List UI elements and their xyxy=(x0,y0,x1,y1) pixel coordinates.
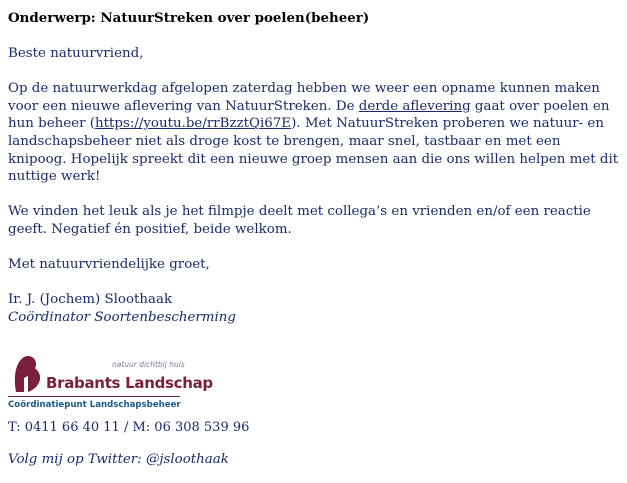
brabants-landschap-logo xyxy=(8,354,213,416)
logo-tagline: natuur dichtbij huis xyxy=(112,360,185,369)
youtube-link[interactable]: https://youtu.be/rrBzztQi67E xyxy=(94,116,292,132)
paragraph-share: We vinden het leuk als je het filmpje deelt met collega’s en vrienden en/of een reactie geeft. Negatief én positief, beide welkom. xyxy=(8,204,591,237)
signature-phone: T: 0411 66 40 11 / M: 06 308 539 96 xyxy=(8,420,250,435)
paragraph-intro-text-3: ). Met NatuurStreken proberen we natuur- en landschapsbeheer niet als droge kost te brengen, maar snel, tastbaar en met een knipoog. Hopelijk spreekt dit een nieuwe groep mensen aan die ons willen helpen met dit nuttige werk! xyxy=(8,116,619,185)
signature-name: Ir. J. (Jochem) Sloothaak xyxy=(8,292,173,308)
email-subject: Onderwerp: NatuurStreken over poelen(beheer) xyxy=(8,10,370,26)
logo-name: Brabants Landschap xyxy=(46,374,213,392)
closing: Met natuurvriendelijke groet, xyxy=(8,257,210,273)
signature-title: Coördinator Soortenbescherming xyxy=(8,309,236,325)
logo-subtitle: Coördinatiepunt Landschapsbeheer xyxy=(8,400,181,410)
greeting: Beste natuurvriend, xyxy=(8,46,144,61)
paragraph-intro xyxy=(8,80,620,186)
paragraph-intro-text-2: gaat over poelen en hun beheer ( xyxy=(8,98,610,132)
signature-twitter: Volg mij op Twitter: @jsloothaak xyxy=(8,452,229,467)
logo-divider xyxy=(8,396,180,397)
email-body xyxy=(8,45,620,327)
tree-logo-icon xyxy=(8,354,44,396)
episode-link[interactable]: derde aflevering xyxy=(358,98,471,114)
paragraph-intro-text-1: Op de natuurwerkdag afgelopen zaterdag hebben we weer een opname kunnen maken voor een nieuwe aflevering van NatuurStreken. De xyxy=(8,81,600,114)
